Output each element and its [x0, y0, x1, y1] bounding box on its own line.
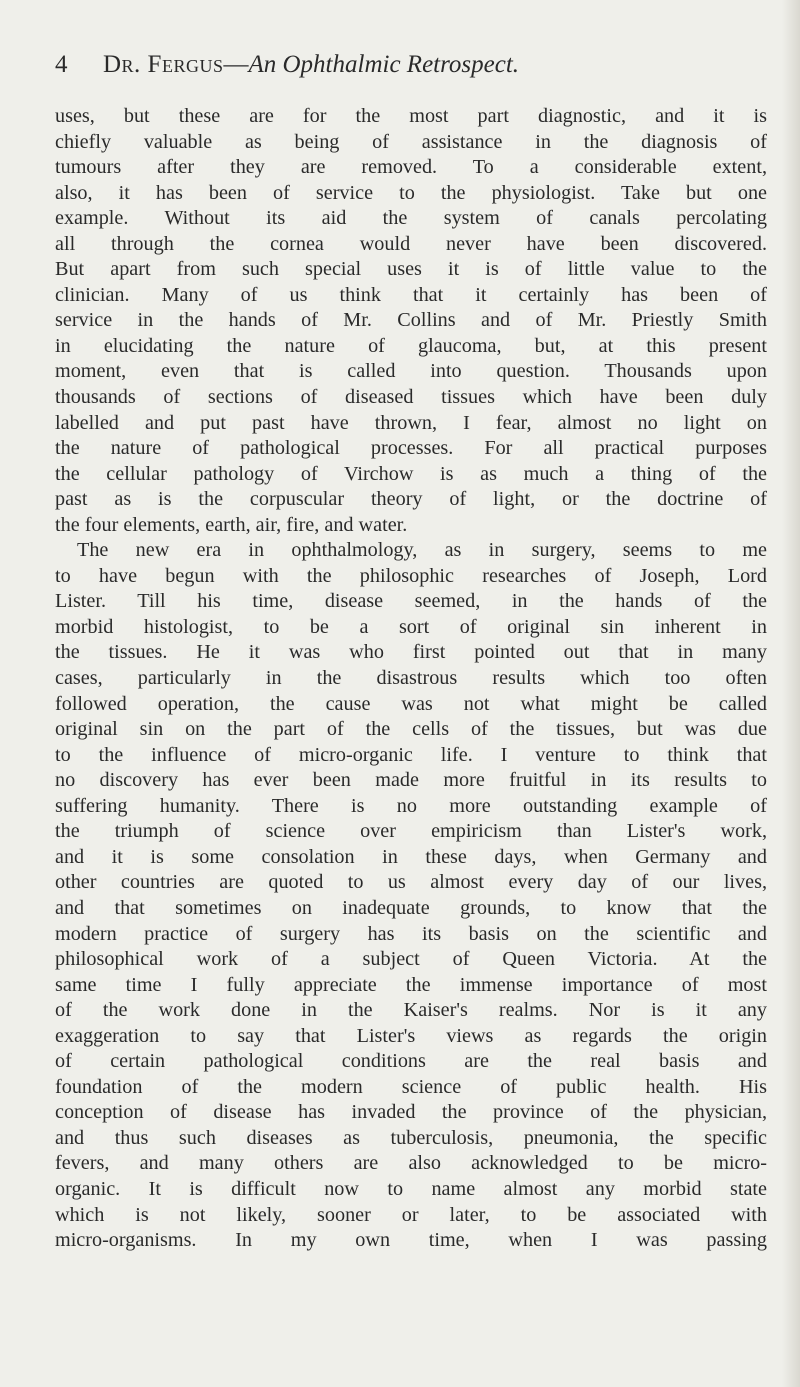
text-line: of the work done in the Kaiser's realms. Nor is it any [55, 999, 767, 1022]
text-line: conception of disease has invaded the province of the physician, [55, 1101, 767, 1124]
text-line: Lister. Till his time, disease seemed, in the hands of the [55, 590, 767, 613]
text-line: the nature of pathological processes. For all practical purposes [55, 437, 767, 460]
text-line: in elucidating the nature of glaucoma, but, at this present [55, 334, 767, 357]
text-line: But apart from such special uses it is of little value to the [55, 258, 767, 281]
text-line: also, it has been of service to the physiologist. Take but one [55, 181, 767, 204]
text-line: chiefly valuable as being of assistance in the diagnosis of [55, 130, 767, 153]
text-line: thousands of sections of diseased tissues which have been duly [55, 386, 767, 409]
text-line: cases, particularly in the disastrous results which too often [55, 667, 767, 690]
text-line: no discovery has ever been made more fruitful in its results to [55, 769, 767, 792]
text-line: and that sometimes on inadequate grounds, to know that the [55, 896, 767, 919]
body-text [55, 104, 767, 1254]
running-head-title [103, 48, 519, 82]
page-number: 4 [55, 51, 68, 78]
text-line: philosophical work of a subject of Queen Victoria. At the [55, 948, 767, 971]
text-line: and it is some consolation in these days, when Germany and [55, 845, 767, 868]
text-line: of certain pathological conditions are the real basis and [55, 1050, 767, 1073]
text-line: labelled and put past have thrown, I fear, almost no light on [55, 411, 767, 434]
text-line: the cellular pathology of Virchow is as much a thing of the [55, 462, 767, 485]
text-line: to the influence of micro-organic life. I venture to think that [55, 743, 767, 766]
text-line: the four elements, earth, air, fire, and water. [55, 513, 408, 536]
running-head-article-title: An Ophthalmic Retrospect. [248, 51, 520, 78]
text-line: suffering humanity. There is no more outstanding example of [55, 794, 767, 817]
text-line: The new era in ophthalmology, as in surgery, seems to me [77, 539, 767, 562]
running-head-separator: — [223, 51, 249, 78]
text-line: past as is the corpuscular theory of light, or the doctrine of [55, 488, 767, 511]
text-line: all through the cornea would never have been discovered. [55, 232, 767, 255]
text-line: exaggeration to say that Lister's views as regards the origin [55, 1024, 767, 1047]
text-line: organic. It is difficult now to name almost any morbid state [55, 1177, 767, 1200]
text-line: the triumph of science over empiricism than Lister's work, [55, 820, 767, 843]
text-line: example. Without its aid the system of canals percolating [55, 207, 767, 230]
text-line: clinician. Many of us think that it certainly has been of [55, 283, 767, 306]
text-line: other countries are quoted to us almost every day of our lives, [55, 871, 767, 894]
text-line: fevers, and many others are also acknowledged to be micro- [55, 1152, 767, 1175]
text-line: morbid histologist, to be a sort of original sin inherent in [55, 615, 767, 638]
text-line: which is not likely, sooner or later, to be associated with [55, 1203, 767, 1226]
text-line: tumours after they are removed. To a considerable extent, [55, 156, 767, 179]
text-line: micro-organisms. In my own time, when I was passing [55, 1229, 767, 1252]
running-head [55, 48, 755, 82]
text-line: uses, but these are for the most part diagnostic, and it is [55, 105, 767, 127]
text-line: moment, even that is called into question. Thousands upon [55, 360, 767, 383]
text-line: service in the hands of Mr. Collins and of Mr. Priestly Smith [55, 309, 767, 332]
text-line: foundation of the modern science of public health. His [55, 1075, 767, 1098]
running-head-author: Dr. Fergus [103, 51, 224, 78]
text-line: followed operation, the cause was not what might be called [55, 692, 767, 715]
page-edge-shadow [782, 0, 800, 1387]
text-line: and thus such diseases as tuberculosis, pneumonia, the specific [55, 1126, 767, 1149]
text-line: the tissues. He it was who first pointed out that in many [55, 641, 767, 664]
text-line: original sin on the part of the cells of the tissues, but was due [55, 718, 767, 741]
text-line: modern practice of surgery has its basis on the scientific and [55, 922, 767, 945]
text-line: to have begun with the philosophic researches of Joseph, Lord [55, 564, 767, 587]
text-line: same time I fully appreciate the immense importance of most [55, 973, 767, 996]
